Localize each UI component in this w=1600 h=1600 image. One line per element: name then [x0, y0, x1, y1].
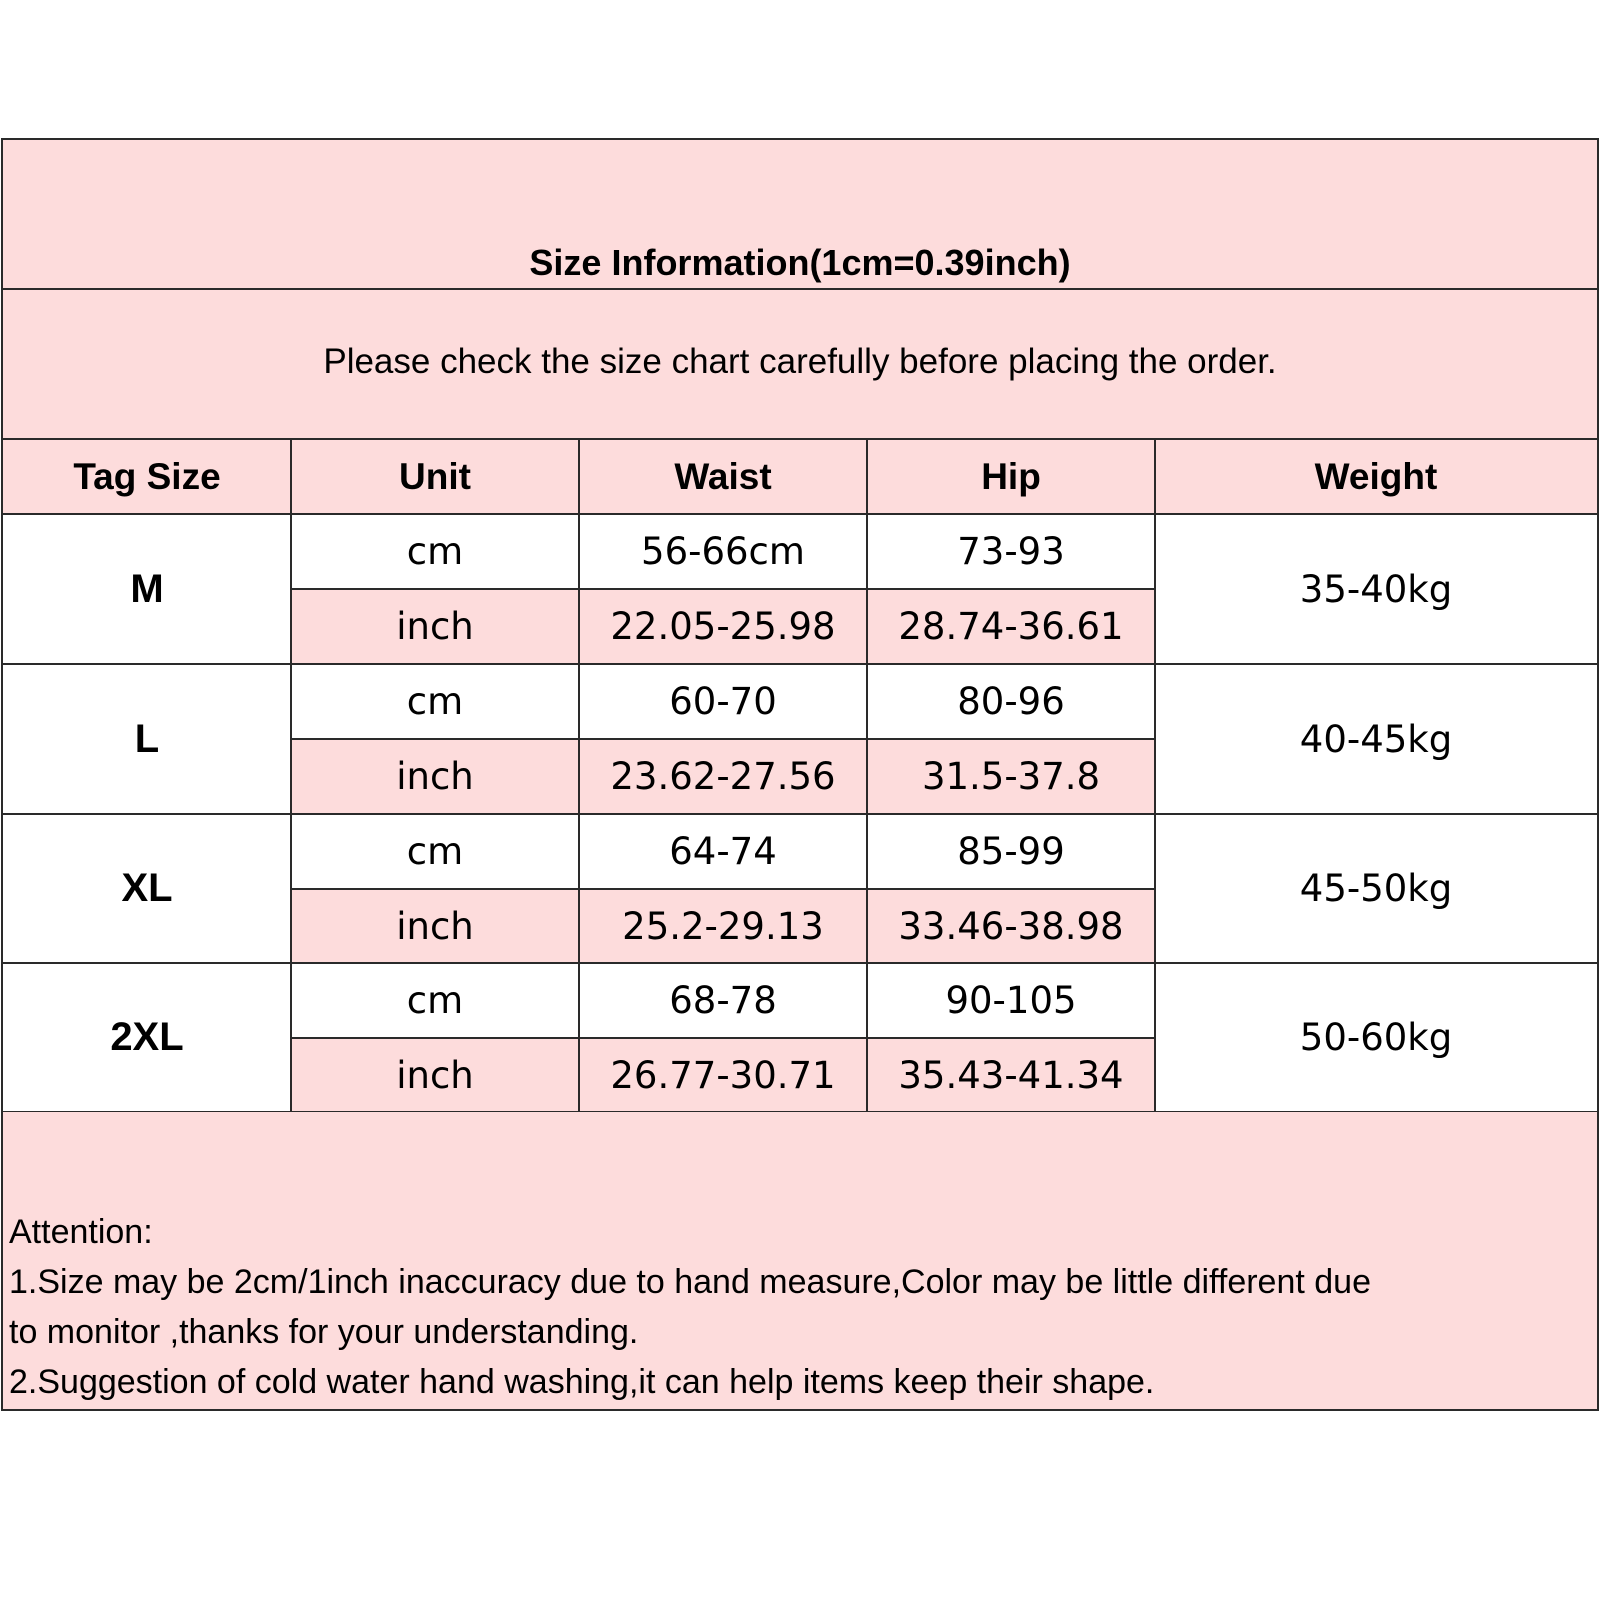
hip-inch-cell: 33.46-38.98: [867, 889, 1155, 963]
waist-inch-cell: 25.2-29.13: [579, 889, 867, 963]
hip-inch-cell: 35.43-41.34: [867, 1038, 1155, 1112]
header-weight: Weight: [1155, 440, 1597, 514]
header-waist: Waist: [579, 440, 867, 514]
chart-subtitle: Please check the size chart carefully before placing the order.: [323, 342, 1277, 381]
waist-cm-cell: 68-78: [669, 979, 777, 1022]
column-divider: [1154, 440, 1156, 1112]
column-divider: [290, 440, 292, 1112]
row-divider: [291, 1037, 1155, 1039]
note-line-2: 2.Suggestion of cold water hand washing,it can help items keep their shape.: [9, 1363, 1155, 1401]
size-chart: [1, 138, 1599, 1411]
waist-inch-cell: 23.62-27.56: [579, 739, 867, 814]
hip-cm-cell: 90-105: [945, 979, 1077, 1022]
header-tag-size: Tag Size: [3, 440, 291, 514]
waist-inch-cell: 22.05-25.98: [579, 589, 867, 664]
header-hip: Hip: [867, 440, 1155, 514]
unit-cell: cm: [406, 530, 464, 573]
unit-cell: inch: [291, 739, 579, 814]
note-line-1-cont: to monitor ,thanks for your understanding.: [9, 1313, 639, 1351]
hip-cm-cell: 85-99: [957, 830, 1065, 873]
tag-size-xl: XL: [121, 866, 173, 910]
tag-size-2xl: 2XL: [110, 1015, 184, 1059]
unit-cell: inch: [291, 889, 579, 963]
hip-inch-cell: 31.5-37.8: [867, 739, 1155, 814]
weight-cell: 35-40kg: [1299, 567, 1453, 611]
unit-cell: inch: [291, 589, 579, 664]
row-divider: [291, 588, 1155, 590]
waist-cm-cell: 64-74: [669, 830, 777, 873]
row-divider: [3, 962, 1597, 964]
weight-cell: 40-45kg: [1299, 717, 1453, 761]
attention-notes: [3, 1112, 1597, 1409]
subtitle-band: [3, 290, 1597, 440]
tag-size-l: L: [134, 716, 160, 761]
row-divider: [3, 513, 1597, 515]
waist-cm-cell: 56-66cm: [641, 530, 805, 573]
chart-title: Size Information(1cm=0.39inch): [529, 242, 1071, 283]
hip-inch-cell: 28.74-36.61: [867, 589, 1155, 664]
unit-cell: inch: [291, 1038, 579, 1112]
attention-heading: Attention:: [9, 1213, 153, 1251]
row-divider: [291, 888, 1155, 890]
unit-cell: cm: [406, 979, 464, 1022]
weight-cell: 50-60kg: [1299, 1016, 1453, 1059]
note-line-1: 1.Size may be 2cm/1inch inaccuracy due to hand measure,Color may be little different due: [9, 1263, 1371, 1301]
row-divider: [291, 738, 1155, 740]
column-divider: [578, 440, 580, 1112]
row-divider: [3, 813, 1597, 815]
weight-cell: 45-50kg: [1299, 867, 1453, 910]
unit-cell: cm: [406, 830, 464, 873]
waist-cm-cell: 60-70: [669, 680, 777, 723]
waist-inch-cell: 26.77-30.71: [579, 1038, 867, 1112]
tag-size-m: M: [130, 566, 164, 611]
unit-cell: cm: [406, 680, 464, 723]
row-divider: [3, 663, 1597, 665]
title-band: [3, 140, 1597, 290]
column-divider: [866, 440, 868, 1112]
hip-cm-cell: 80-96: [957, 680, 1065, 723]
header-unit: Unit: [291, 440, 579, 514]
hip-cm-cell: 73-93: [957, 530, 1065, 573]
